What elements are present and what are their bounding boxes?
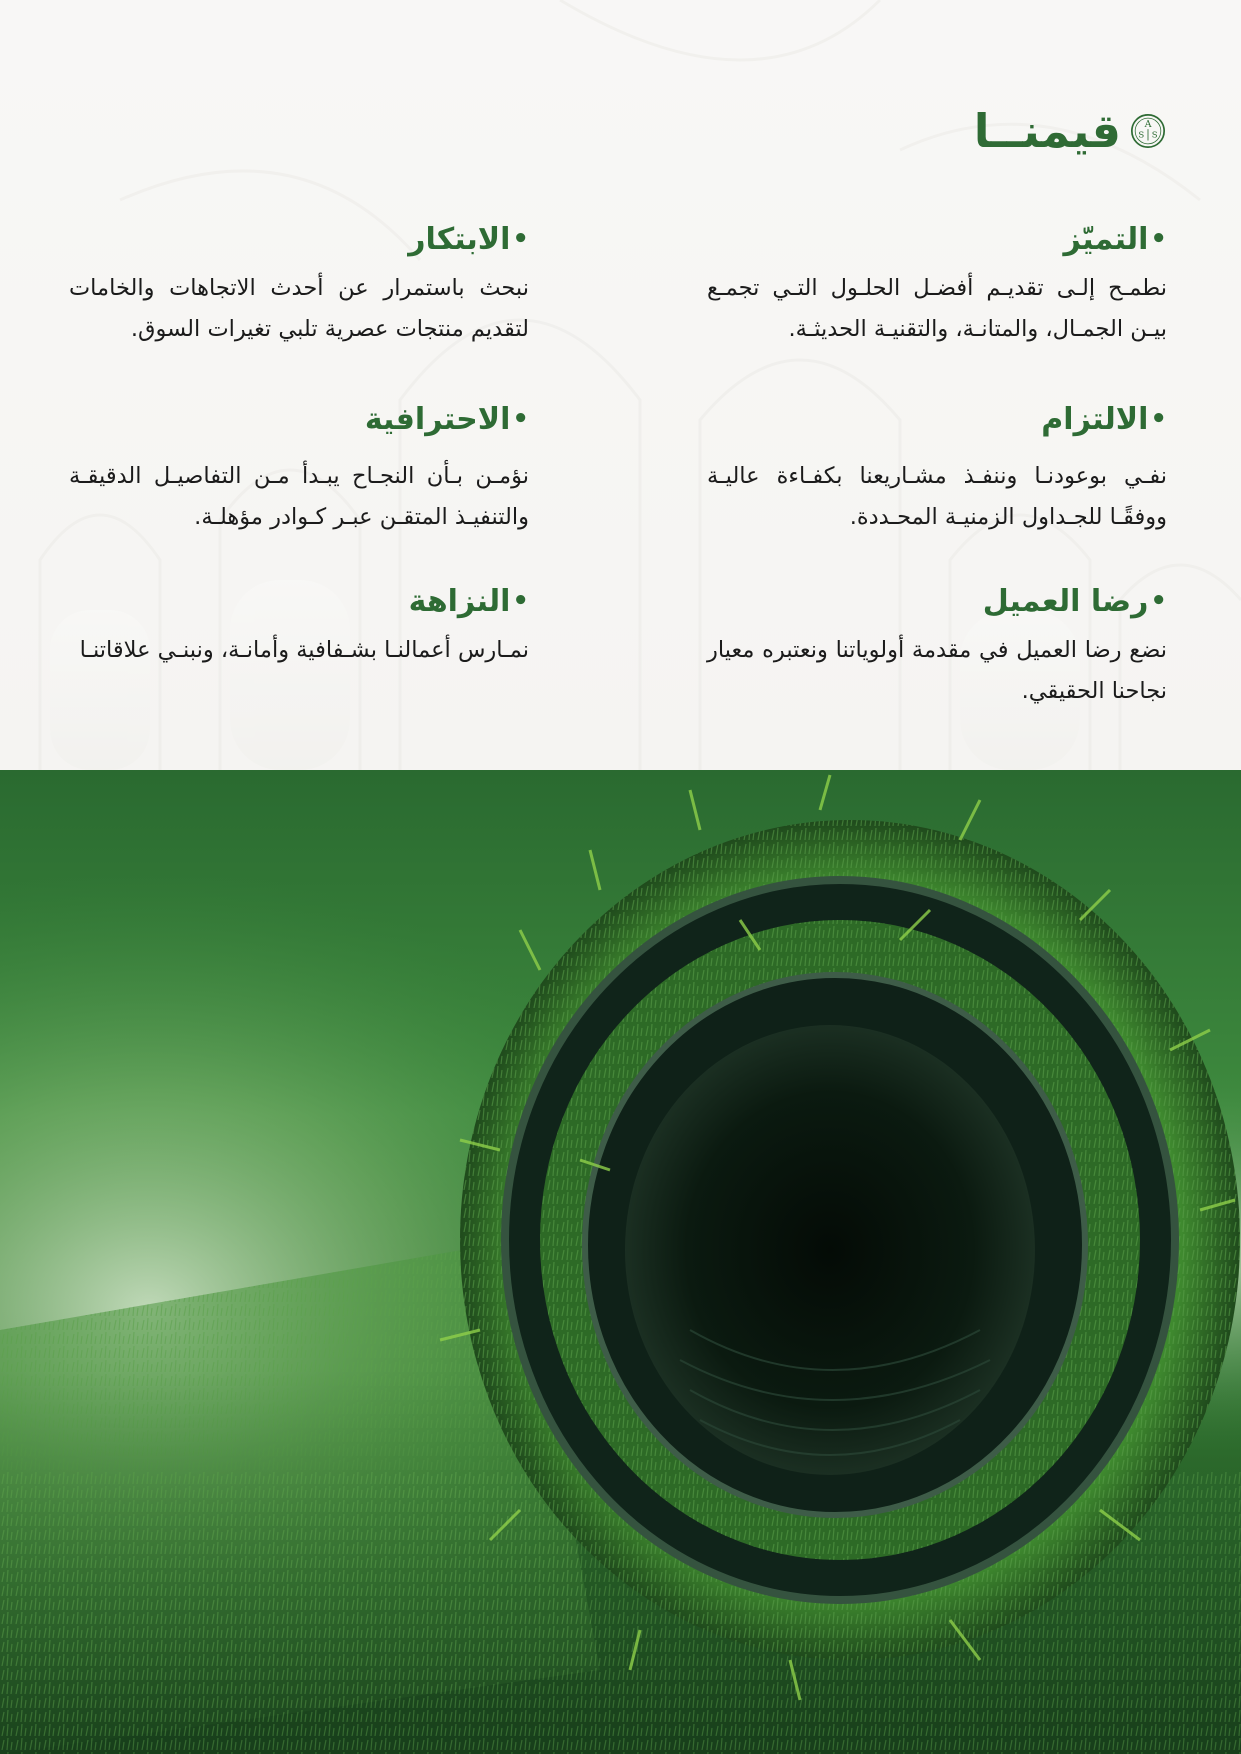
value-description: نطمـح إلـى تقديـم أفضـل الحلـول التـي تجمـع بيـن الجمـال، والمتانـة، والتقنيـة الحديثـة. (707, 275, 1167, 342)
value-professionalism (69, 402, 529, 538)
svg-text:S: S (1138, 130, 1145, 141)
value-heading: النزاهة (408, 584, 511, 619)
value-heading: التميّز (1063, 222, 1149, 257)
value-description: نمـارس أعمالنـا بشـفافية وأمانـة، ونبنـي علاقاتنـا (79, 637, 529, 663)
value-integrity (69, 584, 529, 671)
page-title-row (973, 104, 1167, 158)
bullet-icon: • (1150, 224, 1167, 255)
svg-text:A: A (1144, 119, 1152, 131)
sas-logo-icon (1129, 112, 1167, 150)
bullet-icon: • (512, 586, 529, 617)
bullet-icon: • (1150, 586, 1167, 617)
value-description: نبحث باستمرار عن أحدث الاتجاهات والخامات لتقديم منتجات عصرية تلبي تغيرات السوق. (69, 275, 529, 342)
artificial-grass-roll-image (0, 770, 1241, 1754)
value-heading: الاحترافية (364, 402, 511, 437)
value-customer-satisfaction (707, 584, 1167, 712)
value-description: نضع رضا العميل في مقدمة أولوياتنا ونعتبره معيار نجاحنا الحقيقي. (707, 637, 1167, 704)
svg-text:S: S (1151, 130, 1158, 141)
bullet-icon: • (512, 224, 529, 255)
value-excellence (707, 222, 1167, 350)
values-section (0, 0, 1241, 770)
page-title: قيمنــا (973, 104, 1121, 158)
value-description: نؤمـن بـأن النجـاح يبـدأ مـن التفاصيـل الدقيقـة والتنفيـذ المتقـن عبـر كـوادر مؤهلـة. (69, 463, 529, 530)
bullet-icon: • (512, 404, 529, 435)
value-heading: رضا العميل (982, 584, 1149, 619)
value-heading: الالتزام (1041, 402, 1149, 437)
value-commitment (707, 402, 1167, 538)
value-heading: الابتكار (408, 222, 511, 257)
bullet-icon: • (1150, 404, 1167, 435)
value-innovation (69, 222, 529, 350)
value-description: نفـي بوعودنـا وننفـذ مشـاريعنا بكفـاءة عاليـة ووفقًـا للجـداول الزمنيـة المحـددة. (707, 463, 1167, 530)
